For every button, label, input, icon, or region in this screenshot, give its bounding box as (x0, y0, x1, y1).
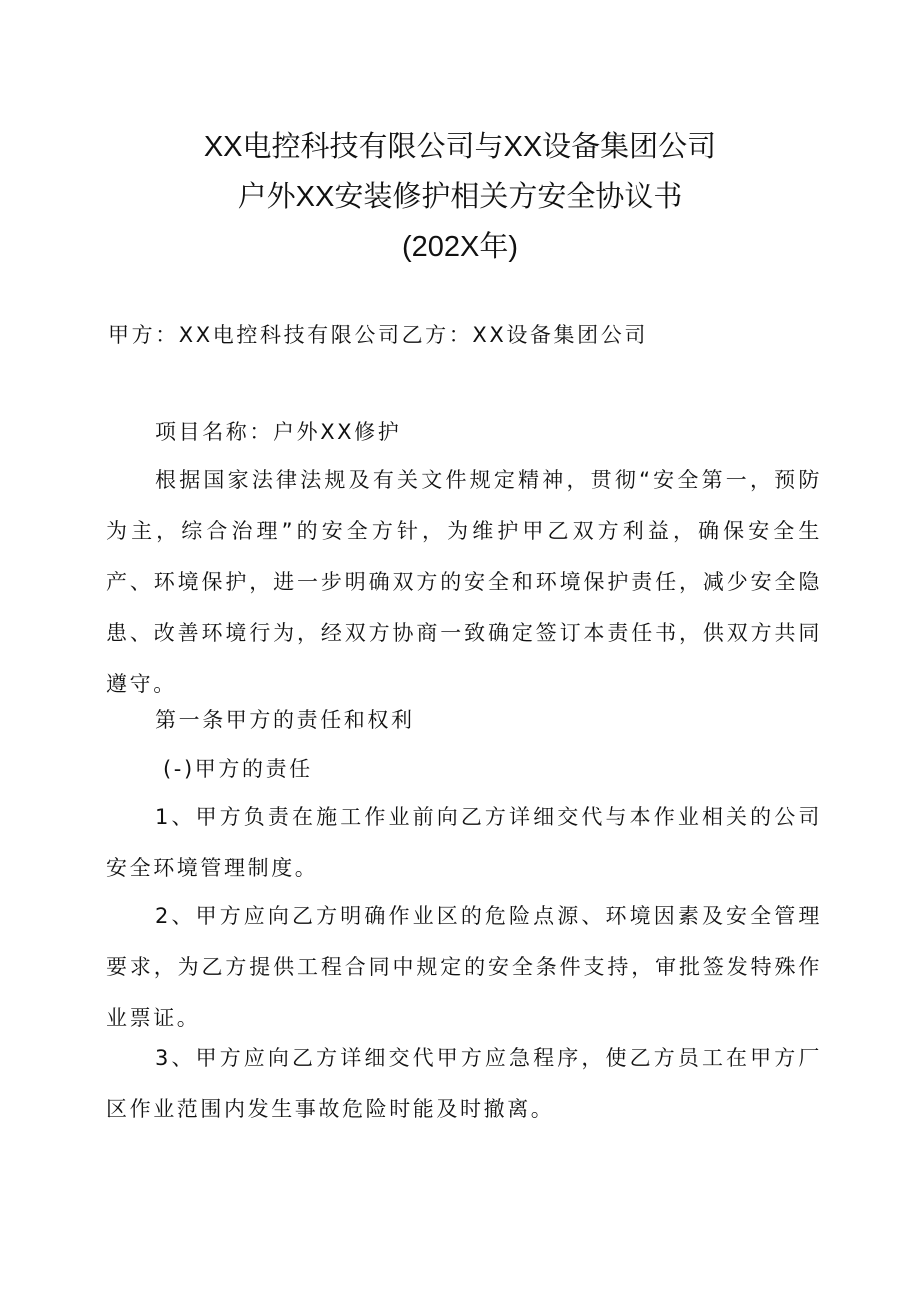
section-1-heading: (-)甲方的责任 (163, 757, 313, 781)
project-name: 项目名称：户外XX修护 (155, 420, 402, 444)
intro-paragraph: 根据国家法律法规及有关文件规定精神，贯彻“安全第一，预防为主，综合治理”的安全方针，为维护甲乙双方利益，确保安全生产、环境保护，进一步明确双方的安全和环境保护责任，减少安全隐患、改善环境行为，经双方协商一致确定签订本责任书，供双方共同遵守。 (106, 468, 822, 696)
title-line-1: XX电控科技有限公司与XX设备集团公司 (203, 131, 717, 163)
clause-item-1: 1、甲方负责在施工作业前向乙方详细交代与本作业相关的公司安全环境管理制度。 (106, 805, 822, 880)
document-title (0, 122, 920, 272)
title-line-2: 户外XX安装修护相关方安全协议书 (237, 181, 683, 213)
clause-item-3: 3、甲方应向乙方详细交代甲方应急程序，使乙方员工在甲方厂区作业范围内发生事故危险时能及时撤离。 (106, 1046, 822, 1121)
parties-line: 甲方：XX电控科技有限公司乙方：XX设备集团公司 (108, 323, 648, 347)
title-line-3: (202X年) (401, 231, 519, 263)
clause-item-2: 2、甲方应向乙方明确作业区的危险点源、环境因素及安全管理要求，为乙方提供工程合同中规定的安全条件支持，审批签发特殊作业票证。 (106, 904, 822, 1030)
article-1-heading: 第一条甲方的责任和权利 (155, 708, 415, 732)
